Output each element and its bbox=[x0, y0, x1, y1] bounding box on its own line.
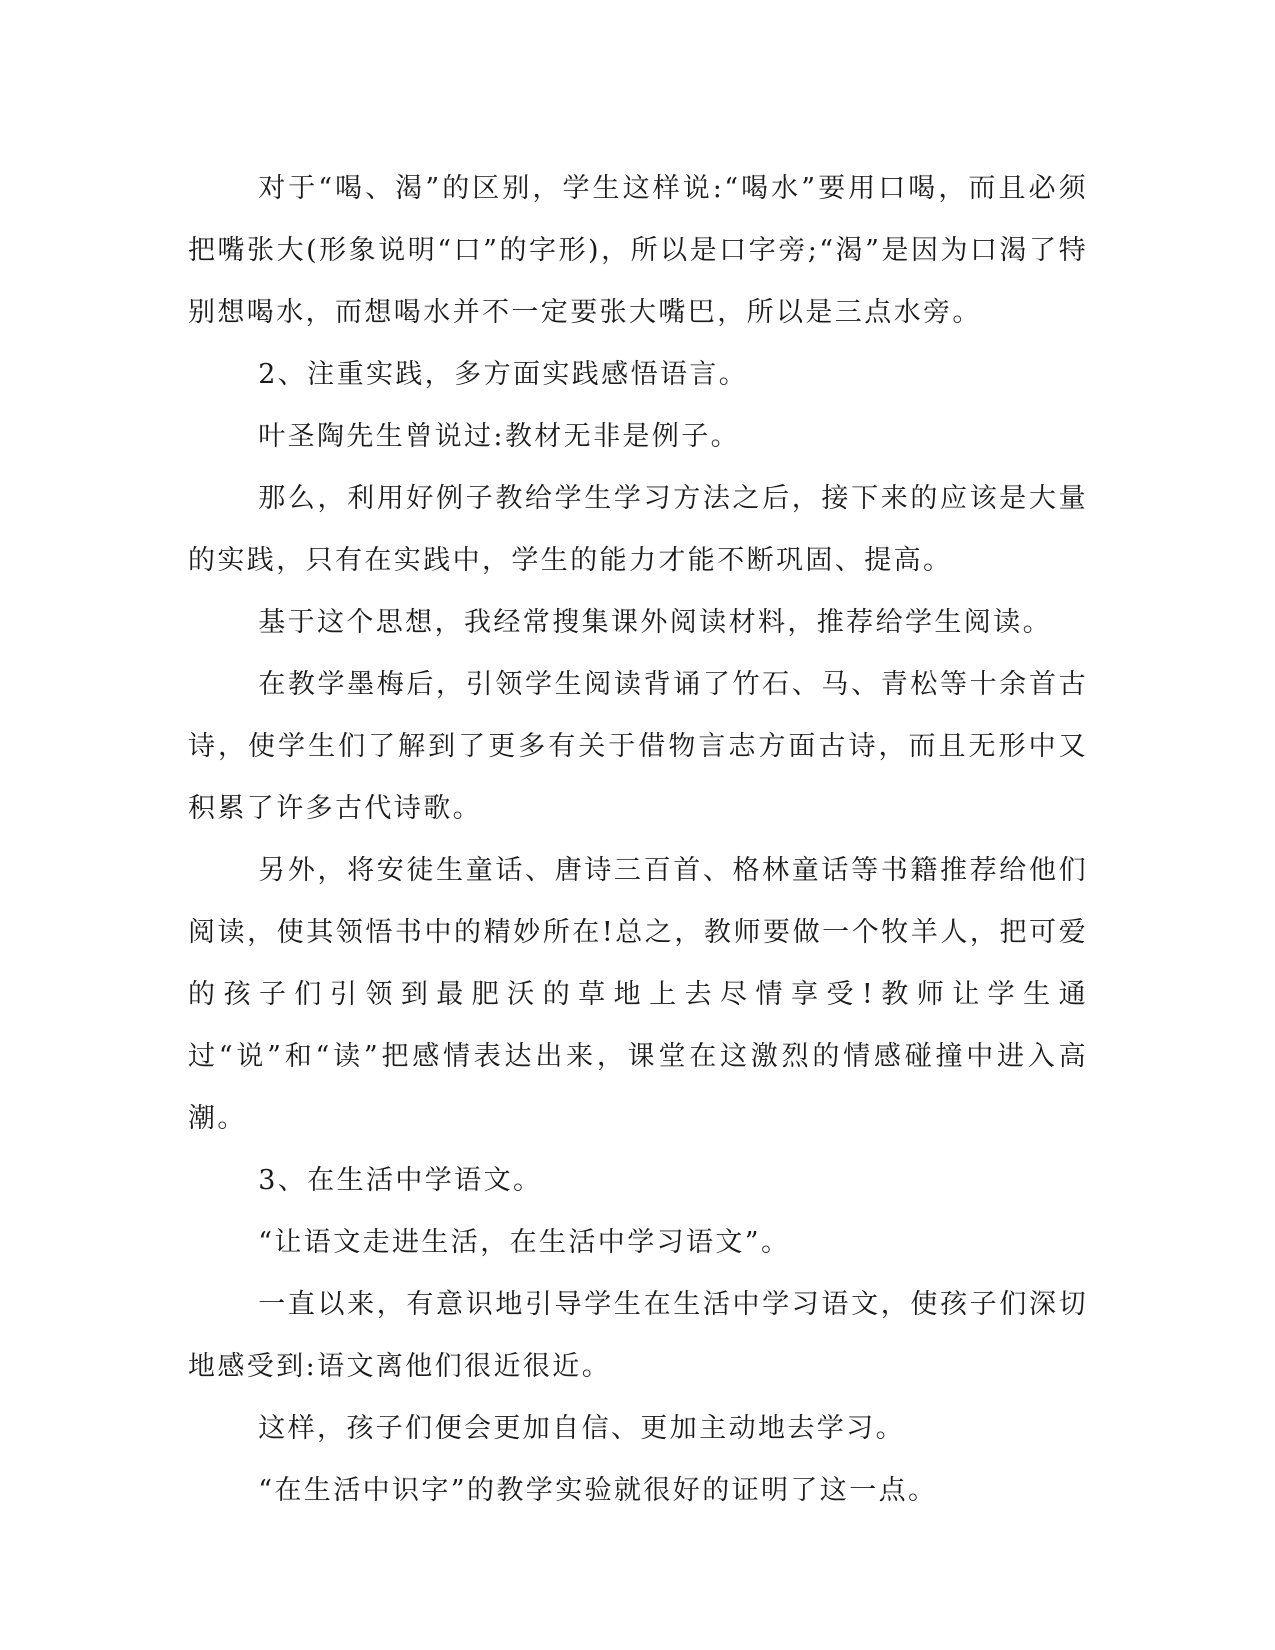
paragraph-mo-mei-poems: 在教学墨梅后，引领学生阅读背诵了竹石、马、青松等十余首古诗，使学生们了解到了更多有关于借物言志方面古诗，而且无形中又积累了许多古代诗歌。 bbox=[188, 669, 1088, 824]
paragraph-recommended-books: 另外，将安徒生童话、唐诗三百首、格林童话等书籍推荐给他们阅读，使其领悟书中的精妙所在!总之，教师要做一个牧羊人，把可爱的孩子们引领到最肥沃的草地上去尽情享受!教师让学生通过“说”和“读”把感情表达出来，课堂在这激烈的情感碰撞中进入高潮。 bbox=[188, 855, 1088, 1134]
document-body bbox=[188, 158, 1088, 1522]
paragraph-slogan: “让语文走进生活，在生活中学习语文”。 bbox=[258, 1227, 791, 1258]
paragraph-practice: 那么，利用好例子教给学生学习方法之后，接下来的应该是大量的实践，只有在实践中，学生的能力才能不断巩固、提高。 bbox=[188, 483, 1088, 576]
paragraph-confidence: 这样，孩子们便会更加自信、更加主动地去学习。 bbox=[258, 1413, 905, 1444]
paragraph-ye-shengtao-quote: 叶圣陶先生曾说过:教材无非是例子。 bbox=[258, 421, 741, 452]
paragraph-he-ke-distinction: 对于“喝、渴”的区别，学生这样说:“喝水”要用口喝，而且必须把嘴张大(形象说明“口”的字形)，所以是口字旁;“渴”是因为口渴了特别想喝水，而想喝水并不一定要张大嘴巴，所以是三点水旁。 bbox=[188, 173, 1088, 328]
paragraph-guide-students: 一直以来，有意识地引导学生在生活中学习语文，使孩子们深切地感受到:语文离他们很近很近。 bbox=[188, 1289, 1088, 1382]
section-heading-practice: 2、注重实践，多方面实践感悟语言。 bbox=[258, 359, 749, 390]
section-heading-life-learning: 3、在生活中学语文。 bbox=[258, 1165, 543, 1196]
paragraph-literacy-experiment: “在生活中识字”的教学实验就很好的证明了这一点。 bbox=[258, 1475, 938, 1506]
paragraph-extracurricular-reading: 基于这个思想，我经常搜集课外阅读材料，推荐给学生阅读。 bbox=[258, 607, 1052, 638]
